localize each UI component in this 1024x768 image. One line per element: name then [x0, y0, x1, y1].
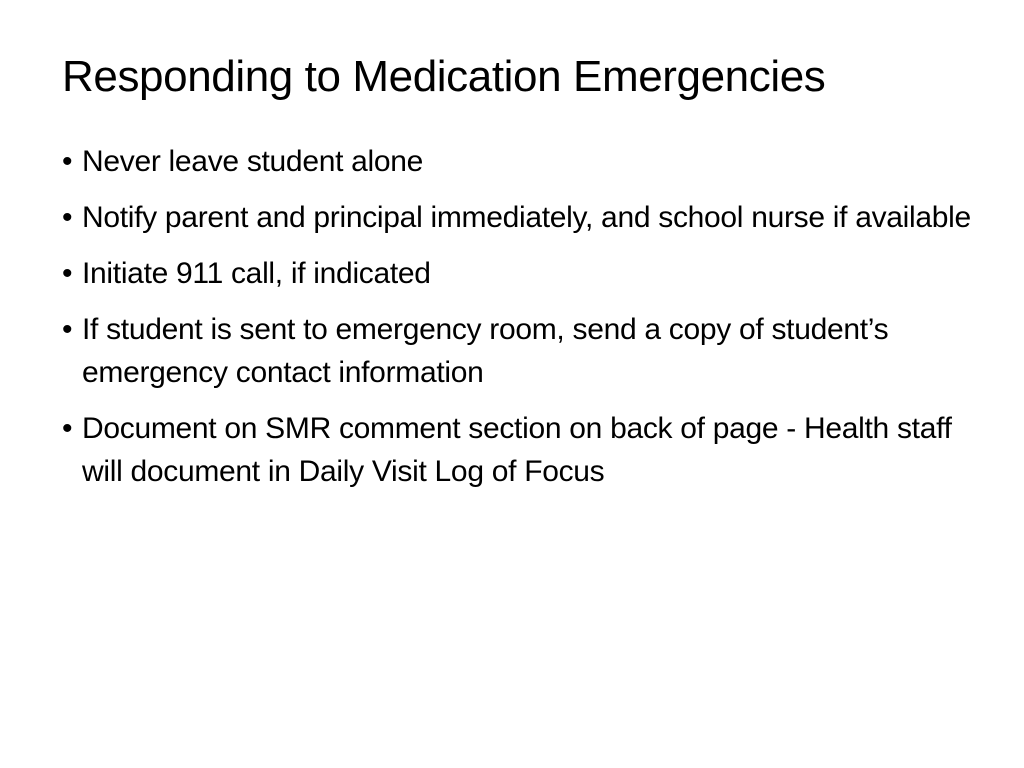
bullet-text: Document on SMR comment section on back of page - Health staff will document in Daily Visit Log of Focus — [82, 412, 952, 488]
bullet-list — [62, 140, 972, 506]
bullet-icon: • — [62, 313, 73, 346]
bullet-text: Initiate 911 call, if indicated — [82, 257, 431, 290]
bullet-item — [62, 140, 972, 183]
bullet-text: Notify parent and principal immediately, and school nurse if available — [82, 201, 971, 234]
bullet-icon: • — [62, 257, 73, 290]
bullet-item — [62, 407, 972, 493]
bullet-text: If student is sent to emergency room, send a copy of student’s emergency contact information — [82, 313, 889, 389]
slide-title: Responding to Medication Emergencies — [62, 52, 826, 101]
bullet-icon: • — [62, 145, 73, 178]
bullet-item — [62, 196, 972, 239]
bullet-icon: • — [62, 201, 73, 234]
bullet-text: Never leave student alone — [82, 145, 424, 178]
bullet-item — [62, 308, 972, 394]
bullet-icon: • — [62, 412, 73, 445]
bullet-item — [62, 252, 972, 295]
